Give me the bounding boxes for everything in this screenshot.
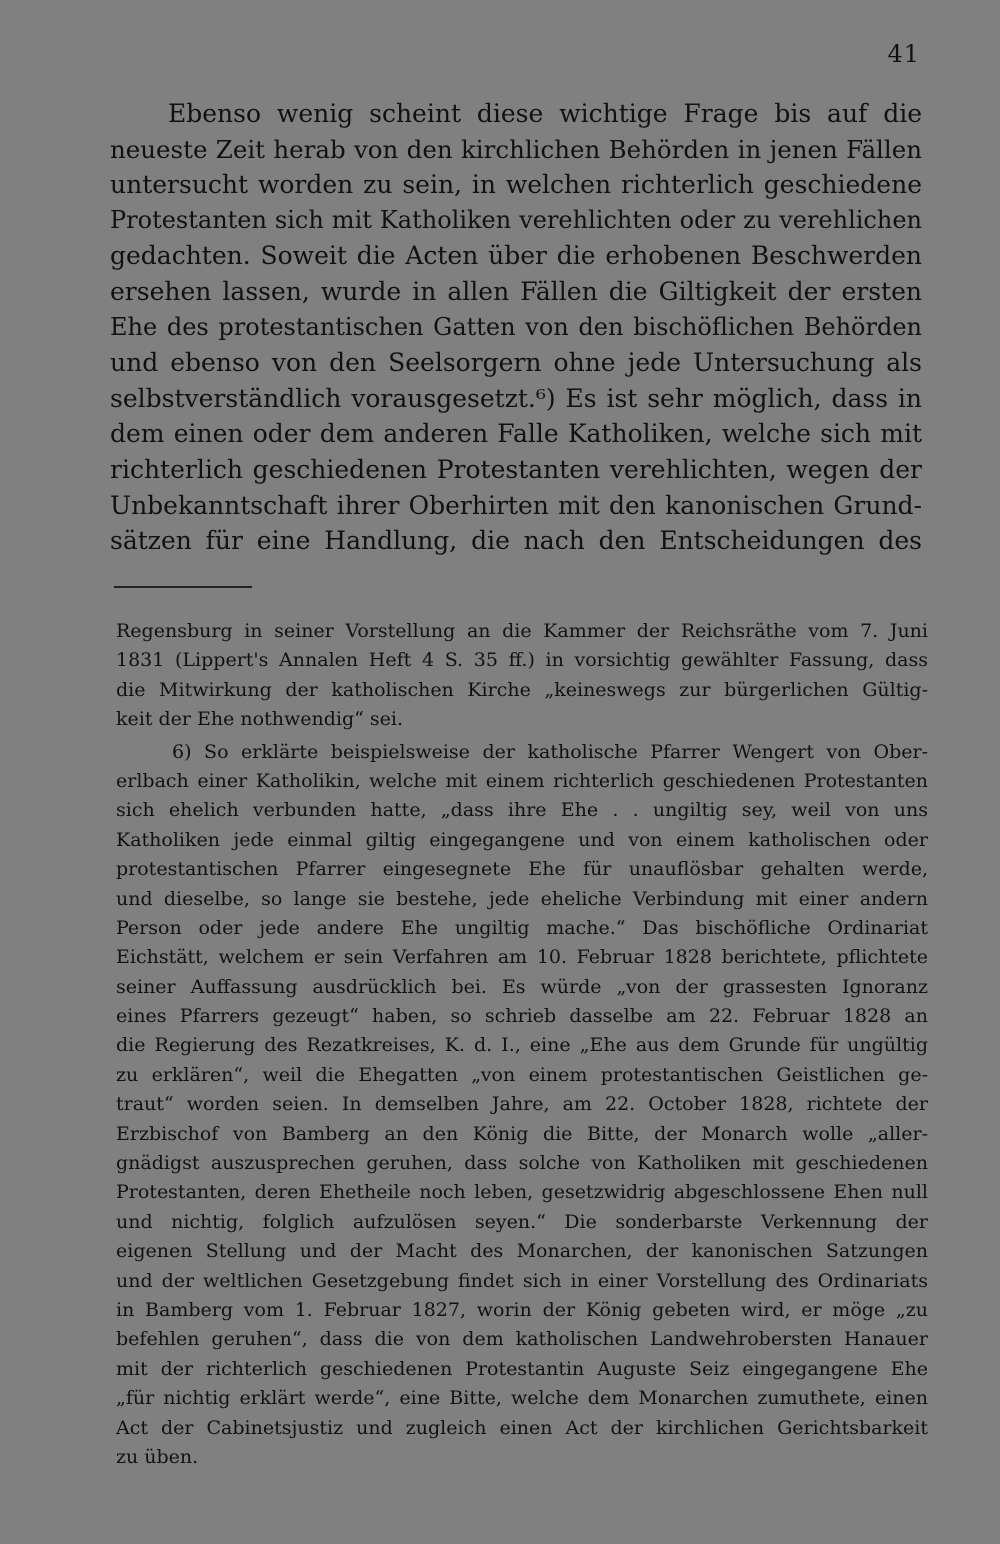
body-line: neueste Zeit herab von den kirchlichen Behörden in jenen Fällen — [110, 134, 922, 164]
footnote-line: seiner Auffassung ausdrücklich bei. Es würde „von der grassesten Ignoranz — [116, 975, 928, 998]
footnote-line: 6) So erklärte beispielsweise der katholische Pfarrer Wengert von Ober- — [172, 740, 928, 763]
main-text — [110, 96, 922, 559]
body-line: Ebenso wenig scheint diese wichtige Frage bis auf die — [168, 99, 922, 128]
footnote-line: und dieselbe, so lange sie bestehe, jede eheliche Verbindung mit einer andern — [116, 887, 928, 910]
body-line: untersucht worden zu sein, in welchen richterlich geschiedene — [110, 170, 922, 200]
footnote-line: „für nichtig erklärt werde“, eine Bitte, welche dem Monarchen zumuthete, einen — [116, 1387, 928, 1410]
footnote-line: Eichstätt, welchem er sein Verfahren am 10. Februar 1828 berichtete, pflichtete — [116, 946, 928, 969]
body-line: sätzen für eine Handlung, die nach den Entscheidungen des — [110, 526, 922, 556]
footnote-line: befehlen geruhen“, dass die von dem katholischen Landwehrobersten Hanauer — [116, 1328, 928, 1351]
footnote-line: 1831 (Lippert's Annalen Heft 4 S. 35 ff.) in vorsichtig gewählter Fassung, dass — [116, 649, 928, 672]
footnote-line: eigenen Stellung und der Macht des Monarchen, der kanonischen Satzungen — [116, 1240, 928, 1263]
body-line: Unbekanntschaft ihrer Oberhirten mit den kanonischen Grund- — [110, 490, 922, 520]
footnote-line: zu erklären“, weil die Ehegatten „von einem protestantischen Geistlichen ge- — [116, 1063, 928, 1086]
footnote-line: eines Pfarrers gezeugt“ haben, so schrieb dasselbe am 22. Februar 1828 an — [116, 1005, 928, 1028]
footnote-line: die Mitwirkung der katholischen Kirche „keineswegs zur bürgerlichen Gültig- — [116, 678, 928, 701]
footnote-line: Protestanten, deren Ehetheile noch leben, gesetzwidrig abgeschlossene Ehen null — [116, 1181, 928, 1204]
footnote-line: keit der Ehe nothwendig“ sei. — [116, 708, 403, 731]
footnote-line: mit der richterlich geschiedenen Protestantin Auguste Seiz eingegangene Ehe — [116, 1357, 928, 1380]
page-number: 41 — [887, 40, 920, 68]
footnote-line: protestantischen Pfarrer eingesegnete Ehe für unauflösbar gehalten werde, — [116, 858, 928, 881]
footnote-line: Regensburg in seiner Vorstellung an die Kammer der Reichsräthe vom 7. Juni — [116, 620, 928, 642]
body-line: dem einen oder dem anderen Falle Katholiken, welche sich mit — [110, 419, 922, 449]
body-line: Ehe des protestantischen Gatten von den bischöflichen Behörden — [110, 312, 922, 341]
footnote-line: sich ehelich verbunden hatte, „dass ihre Ehe . . ungiltig sey, weil von uns — [116, 799, 928, 822]
footnote-separator-rule — [114, 586, 252, 588]
footnote-6 — [116, 738, 928, 1473]
footnote-line: in Bamberg vom 1. Februar 1827, worin der König gebeten wird, er möge „zu — [116, 1298, 928, 1321]
footnote-line: erlbach einer Katholikin, welche mit einem richterlich geschiedenen Protestanten — [116, 769, 928, 792]
footnote-line: Erzbischof von Bamberg an den König die Bitte, der Monarch wolle „aller- — [116, 1122, 928, 1145]
footnote-line: gnädigst auszusprechen geruhen, dass solche von Katholiken mit geschiedenen — [116, 1152, 928, 1175]
footnote-line: und nichtig, folglich aufzulösen seyen.“ Die sonderbarste Verkennung der — [116, 1210, 928, 1233]
footnote-line: traut“ worden seien. In demselben Jahre, am 22. October 1828, richtete der — [116, 1093, 928, 1116]
footnote-line: Act der Cabinetsjustiz und zugleich einen Act der kirchlichen Gerichtsbarkeit — [116, 1416, 928, 1439]
body-line: ersehen lassen, wurde in allen Fällen die Giltigkeit der ersten — [110, 276, 922, 306]
body-line: Protestanten sich mit Katholiken verehlichten oder zu verehlichen — [110, 205, 922, 234]
body-line: richterlich geschiedenen Protestanten verehlichten, wegen der — [110, 454, 922, 484]
footnote-line: Person oder jede andere Ehe ungiltig mache.“ Das bischöfliche Ordinariat — [116, 916, 928, 939]
body-line: und ebenso von den Seelsorgern ohne jede Untersuchung als — [110, 348, 922, 378]
footnote-line: die Regierung des Rezatkreises, K. d. I., eine „Ehe aus dem Grunde für ungültig — [116, 1034, 928, 1057]
body-line: selbstverständlich vorausgesetzt.⁶) Es ist sehr möglich, dass in — [110, 383, 922, 413]
footnotes — [116, 617, 928, 1472]
body-line: gedachten. Soweit die Acten über die erhobenen Beschwerden — [110, 241, 922, 271]
footnote-line: Katholiken jede einmal giltig eingegangene und von einem katholischen oder — [116, 828, 928, 851]
footnote-line: zu üben. — [116, 1445, 199, 1468]
footnote-continuation — [116, 617, 928, 735]
footnote-line: und der weltlichen Gesetzgebung findet sich in einer Vorstellung des Ordinariats — [116, 1269, 928, 1292]
